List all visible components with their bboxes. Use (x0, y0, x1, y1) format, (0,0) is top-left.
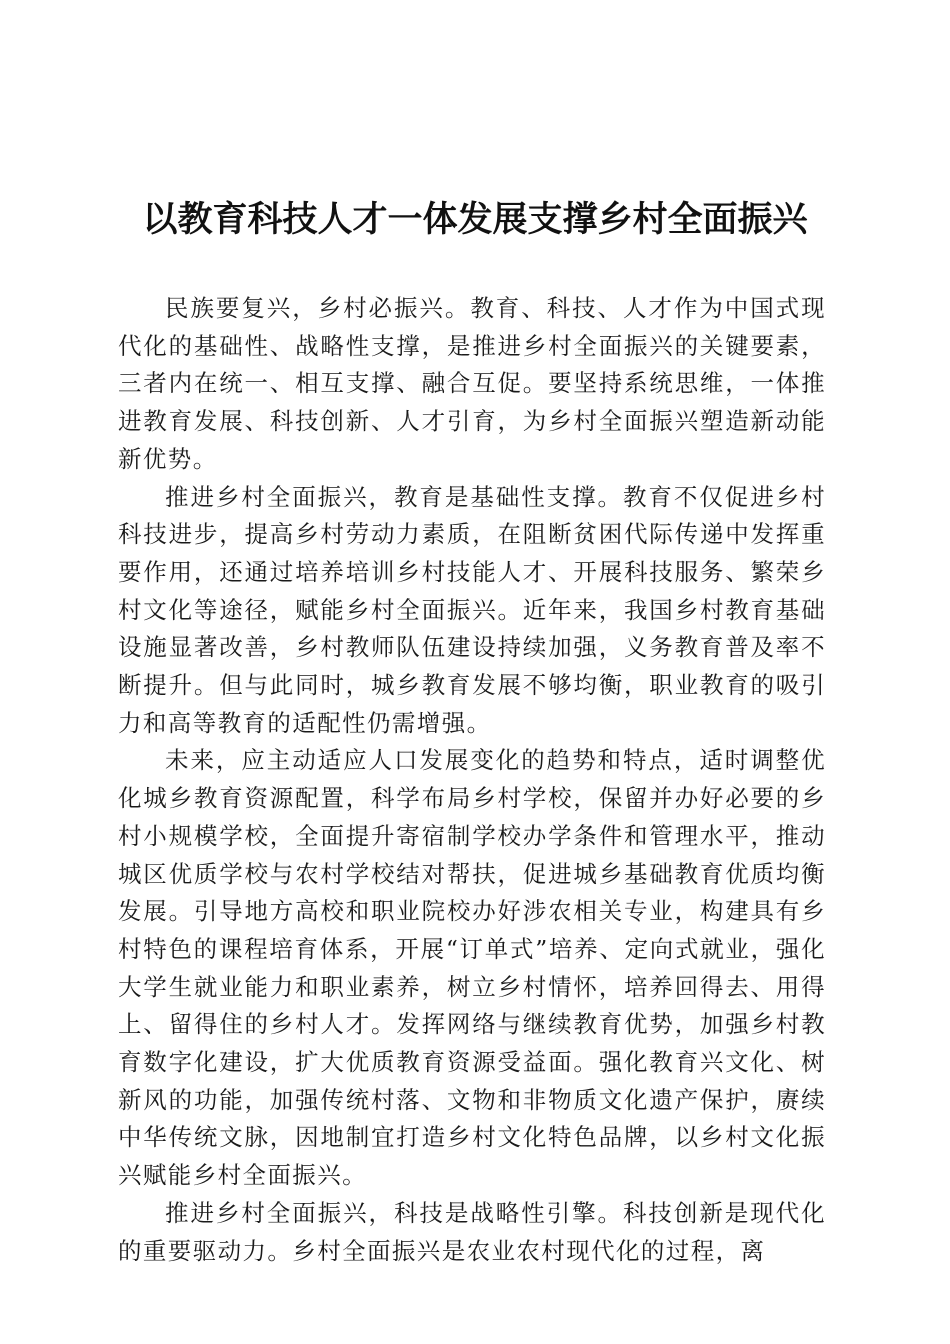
paragraph: 推进乡村全面振兴，科技是战略性引擎。科技创新是现代化的重要驱动力。乡村全面振兴是农业农村现代化的过程，离 (118, 1198, 826, 1265)
paragraph: 民族要复兴，乡村必振兴。教育、科技、人才作为中国式现代化的基础性、战略性支撑，是推进乡村全面振兴的关键要素，三者内在统一、相互支撑、融合互促。要坚持系统思维，一体推进教育发展、科技创新、人才引育，为乡村全面振兴塑造新动能新优势。 (118, 294, 826, 473)
document-body (118, 290, 826, 1270)
paragraph: 推进乡村全面振兴，教育是基础性支撑。教育不仅促进乡村科技进步，提高乡村劳动力素质，在阻断贫困代际传递中发挥重要作用，还通过培养培训乡村技能人才、开展科技服务、繁荣乡村文化等途径，赋能乡村全面振兴。近年来，我国乡村教育基础设施显著改善，乡村教师队伍建设持续加强，义务教育普及率不断提升。但与此同时，城乡教育发展不够均衡，职业教育的吸引力和高等教育的适配性仍需增强。 (118, 482, 826, 737)
document-title: 以教育科技人才一体发展支撑乡村全面振兴 (142, 199, 808, 240)
paragraph: 未来，应主动适应人口发展变化的趋势和特点，适时调整优化城乡教育资源配置，科学布局乡村学校，保留并办好必要的乡村小规模学校，全面提升寄宿制学校办学条件和管理水平，推动城区优质学校与农村学校结对帮扶，促进城乡基础教育优质均衡发展。引导地方高校和职业院校办好涉农相关专业，构建具有乡村特色的课程培育体系，开展“订单式”培养、定向式就业，强化大学生就业能力和职业素养，树立乡村情怀，培养回得去、用得上、留得住的乡村人才。发挥网络与继续教育优势，加强乡村教育数字化建设，扩大优质教育资源受益面。强化教育兴文化、树新风的功能，加强传统村落、文物和非物质文化遗产保护，赓续中华传统文脉，因地制宜打造乡村文化特色品牌，以乡村文化振兴赋能乡村全面振兴。 (118, 746, 826, 1190)
